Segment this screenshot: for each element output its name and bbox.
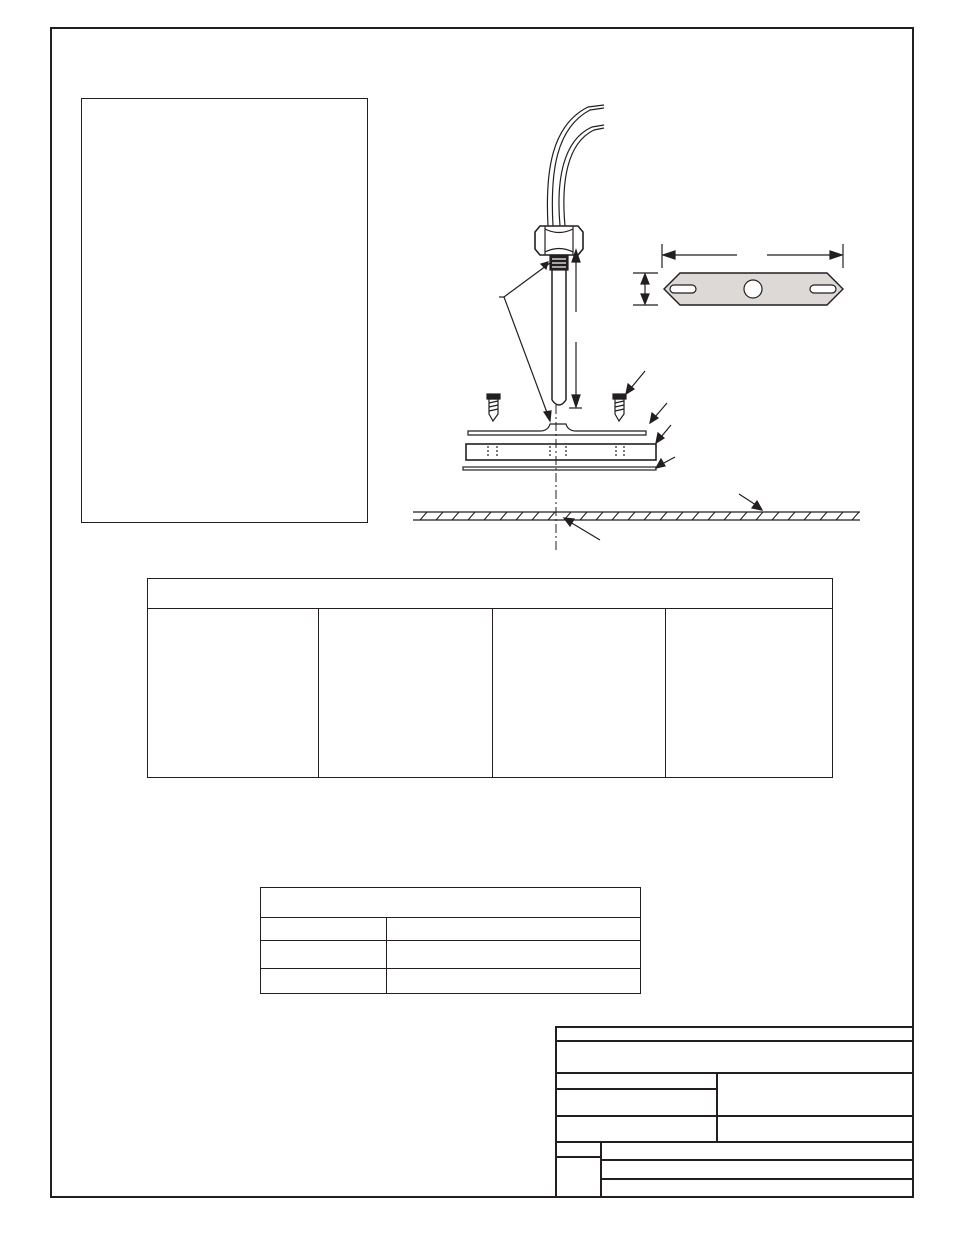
spacer-block [466, 444, 656, 460]
callout-arrows [564, 371, 762, 540]
part-table [260, 887, 641, 994]
title-block-line [557, 1088, 717, 1090]
title-block-line [716, 1072, 718, 1143]
spec-column-divider [318, 608, 319, 777]
title-block-line [557, 1141, 914, 1143]
part-table-divider [386, 918, 387, 993]
mounting-strap [664, 273, 843, 305]
flange-plate [468, 424, 646, 435]
spec-table-header [148, 579, 832, 609]
mounting-surface [413, 512, 860, 520]
title-block-line [600, 1141, 602, 1198]
part-table-row [261, 968, 640, 969]
lead-wires [547, 105, 604, 226]
title-block-line [601, 1159, 914, 1161]
strap-height-dimension [633, 273, 658, 305]
threaded-fitting [550, 255, 568, 270]
spec-column-divider [492, 608, 493, 777]
title-block-line [557, 1156, 602, 1158]
gasket [463, 467, 656, 470]
wood-screw-right [613, 394, 626, 421]
wood-screw-left [487, 394, 500, 421]
title-block-line [557, 1040, 914, 1042]
part-table-row [261, 940, 640, 941]
title-block-line [557, 1072, 914, 1074]
specification-table [147, 578, 833, 778]
leader-lines [499, 262, 551, 421]
sensor-probe [552, 270, 566, 405]
spec-column-divider [665, 608, 666, 777]
title-block-line [601, 1178, 914, 1180]
title-block [555, 1026, 914, 1198]
part-table-row [261, 917, 640, 918]
title-block-line [557, 1115, 914, 1117]
probe-length-dimension [569, 250, 582, 408]
strap-width-dimension [662, 244, 843, 268]
